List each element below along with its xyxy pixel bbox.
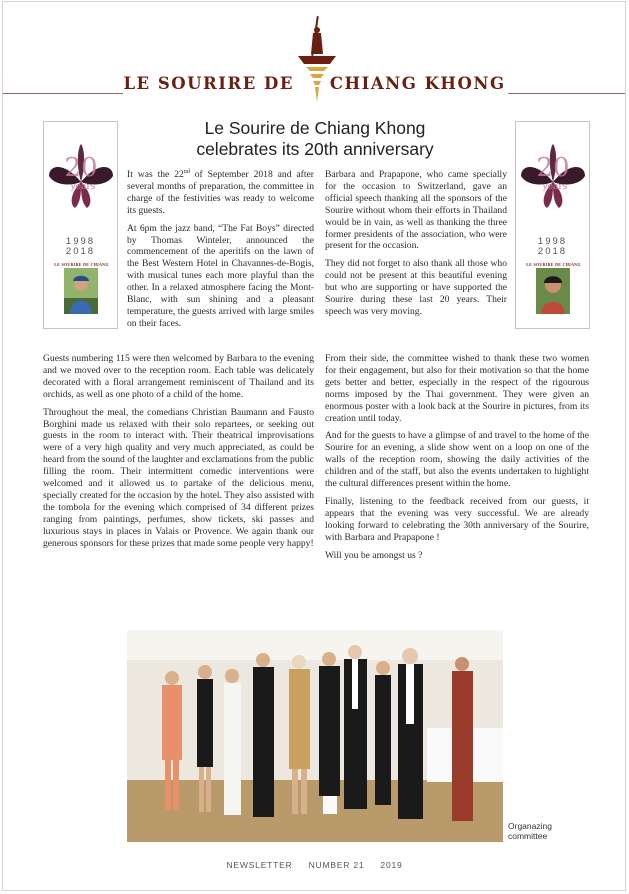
footer-label: NEWSLETTER xyxy=(226,860,293,870)
masthead-left: LE SOURIRE DE xyxy=(123,74,294,93)
left-column-lower xyxy=(43,353,314,556)
emblem-word: years xyxy=(542,182,568,192)
years-start: 1998 xyxy=(537,236,568,247)
paragraph: It was the 22nd of September 2018 and after several months of preparation, the committee in charge of the festivities was ready to welcome its guests. xyxy=(127,168,314,216)
orchid-emblem-icon xyxy=(47,142,115,212)
mini-logo: LE SOURIRE DE CHIANG xyxy=(54,262,109,267)
photo-caption: Organazing committee xyxy=(508,821,552,841)
orchid-emblem-icon xyxy=(519,142,587,212)
child-photo-right xyxy=(536,268,570,314)
mini-logo: LE SOURIRE DE CHIANG xyxy=(526,262,581,267)
emblem-word: years xyxy=(70,182,96,192)
emblem-number: 20 xyxy=(64,153,98,183)
paragraph: Guests numbering 115 were then welcomed by Barbara to the evening and we moved over to the reception room. Each table was delicately decorated with a floral arrangement reminiscent of Thailand and its orchids, as well as one photo of a child of the home. xyxy=(43,353,314,400)
masthead-right: CHIANG KHONG xyxy=(329,74,506,93)
masthead-rule-right xyxy=(508,93,625,94)
committee-group-photo xyxy=(127,630,503,842)
paragraph: Throughout the meal, the comedians Christian Baumann and Fausto Borghini made us relaxed with their solo repartees, or seeking out guests in the room to interact with. Their theatrical improvisations were of a very high quality and very much appreciated, as could be heard from the sound of the laughter and exclamations from the public filling the room. Their intermittent comedic interventions were welcomed and it allowed us to partake of the delicious menu, specially created for the occasion by the hotel. They also assisted with the tombola for the evening which comprised of 34 different prizes ranging from paintings, perfumes, show tickets, ski passes and luxurious stays in places in Valais or Provence. We again thank our generous sponsors for these prizes that made some people very happy! xyxy=(43,406,314,549)
article-title-line2: celebrates its 20th anniversary xyxy=(196,139,434,159)
years-end: 2018 xyxy=(537,246,568,257)
masthead-rule-left xyxy=(3,93,123,94)
child-photo-left xyxy=(64,268,98,314)
anniversary-box-left xyxy=(43,121,118,329)
article-title-line1: Le Sourire de Chiang Khong xyxy=(204,118,426,138)
paragraph: Will you be amongst us ? xyxy=(325,549,423,561)
paragraph: At 6pm the jazz band, “The Fat Boys” directed by Thomas Winteler, announced the commencement of the aperitifs on the lawn of the Best Western Hotel in Chavannes-de-Bogis, with musical tunes each more playful than the other. In a relaxed atmosphere facing the Mont-Blanc, with sun shining and a pleasant temperature, the guests arrived with large smiles on their faces. xyxy=(127,222,314,329)
paragraph: They did not forget to also thank all those who could not be present at this beautiful evening but who are supporting or have supported the Sourire during these last 20 years. Their speech was very moving. xyxy=(325,258,507,317)
right-column-lower xyxy=(325,353,589,568)
footer-year: 2019 xyxy=(380,860,403,870)
paragraph: Finally, listening to the feedback received from our guests, it appears that the evening was very successful. We are already looking forward to celebrating the 30th anniversary of the Sourire, with Barbara and Prapapone ! xyxy=(325,495,589,543)
paragraph: And for the guests to have a glimpse of and travel to the home of the Sourire for an evening, a slide show went on a loop on one of the walls of the reception room, showing the daily activities of the children and of the staff, but also the events undertaken to highlight the cultural differences present within the home. xyxy=(325,430,589,490)
anniversary-box-right xyxy=(515,121,590,329)
emblem-number: 20 xyxy=(536,153,570,183)
years-end: 2018 xyxy=(65,246,96,257)
right-column-upper xyxy=(325,169,507,324)
paragraph: Barbara and Prapapone, who came specially for the occasion to Switzerland, gave an official speech thanking all the sponsors of the Sourire without whom their efforts in Thailand would be in vain, as well as thanking the three former presidents of the association, who were present for the occasion. xyxy=(325,169,507,252)
left-column-upper xyxy=(127,169,314,336)
years-start: 1998 xyxy=(65,236,96,247)
boatman-logo-icon xyxy=(296,14,338,104)
footer xyxy=(0,860,629,870)
paragraph: From their side, the committee wished to thank these two women for their engagement, but also for their motivation so that the home gets better and better, especially in the respect of the rigourous norms imposed by the Thai government. They were given an enormous poster with a look back at the Sourire in pictures, from its creation until today. xyxy=(325,353,589,424)
footer-number: NUMBER 21 xyxy=(308,860,365,870)
